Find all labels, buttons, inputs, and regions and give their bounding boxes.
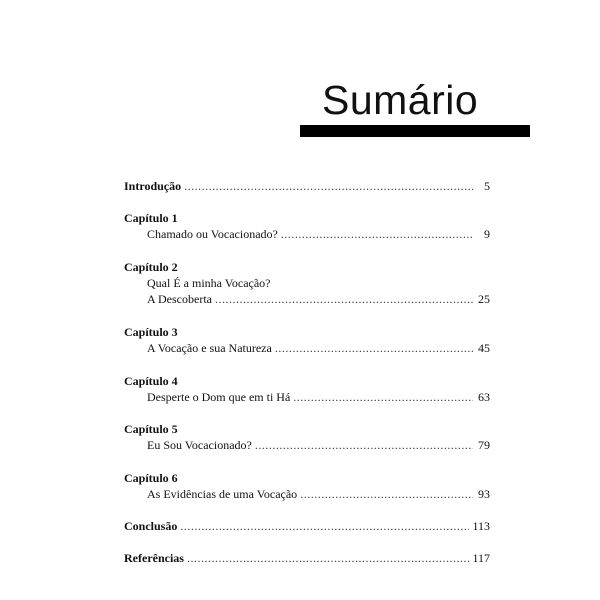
toc-label: Desperte o Dom que em ti Há — [147, 390, 291, 404]
toc-label: As Evidências de uma Vocação — [147, 487, 298, 501]
chapter-heading: Capítulo 3 — [124, 325, 178, 339]
toc-page-number: 113 — [472, 519, 490, 533]
toc-chapter-5 — [124, 421, 490, 453]
dot-leader — [300, 486, 473, 502]
toc-page-number: 45 — [478, 341, 490, 355]
toc-page-number: 5 — [484, 179, 490, 193]
toc-chapter-2 — [124, 259, 490, 307]
title-underline-bar — [300, 125, 530, 137]
page-title: Sumário — [322, 77, 479, 123]
chapter-heading: Capítulo 6 — [124, 471, 178, 485]
toc-entry-references — [124, 550, 490, 566]
toc-page-number: 93 — [478, 487, 490, 501]
toc-label: A Descoberta — [147, 292, 212, 306]
toc-entry-conclusion — [124, 518, 490, 534]
toc-page-number: 63 — [478, 390, 490, 404]
dot-leader — [215, 291, 473, 307]
toc-chapter-6 — [124, 470, 490, 502]
table-of-contents — [124, 176, 490, 566]
dot-leader — [293, 389, 473, 405]
dot-leader — [187, 550, 469, 566]
chapter-heading: Capítulo 5 — [124, 422, 178, 436]
toc-chapter-1 — [124, 210, 490, 242]
chapter-heading: Capítulo 2 — [124, 260, 178, 274]
toc-label: Chamado ou Vocacionado? — [147, 227, 278, 241]
toc-label: Qual É a minha Vocação? — [147, 276, 271, 290]
dot-leader — [281, 226, 473, 242]
dot-leader — [184, 178, 473, 194]
dot-leader — [180, 518, 469, 534]
toc-page-number: 25 — [478, 292, 490, 306]
toc-label: Eu Sou Vocacionado? — [147, 438, 252, 452]
dot-leader — [275, 340, 473, 356]
toc-entry-introduction — [124, 178, 490, 194]
toc-page-number: 79 — [478, 438, 490, 452]
toc-page-number: 9 — [484, 227, 490, 241]
dot-leader — [255, 437, 473, 453]
toc-label: Introdução — [124, 179, 182, 193]
toc-label: Referências — [124, 551, 184, 565]
toc-label: Conclusão — [124, 519, 178, 533]
toc-chapter-4 — [124, 373, 490, 405]
chapter-heading: Capítulo 1 — [124, 211, 178, 225]
toc-label: A Vocação e sua Natureza — [147, 341, 272, 355]
toc-page-number: 117 — [472, 551, 490, 565]
toc-chapter-3 — [124, 324, 490, 356]
chapter-heading: Capítulo 4 — [124, 374, 178, 388]
